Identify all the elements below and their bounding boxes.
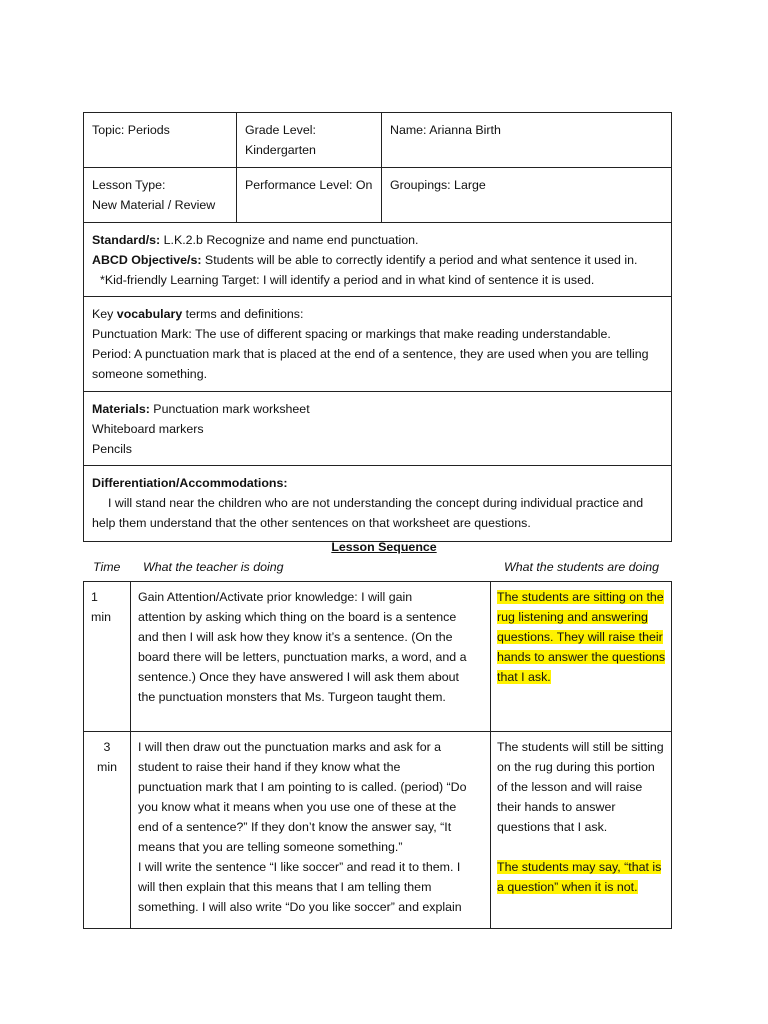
teacher-line: and then I will ask how they know it’s a sentence. (On the <box>138 630 453 644</box>
performance-text: Performance Level: On <box>245 178 373 192</box>
students-highlight-line: hands to answer the questions <box>497 650 666 664</box>
objective-label: ABCD Objective/s: <box>92 253 202 267</box>
differentiation-line: help them understand that the other sentences on that worksheet are questions. <box>92 516 531 530</box>
time-unit: min <box>91 610 111 624</box>
teacher-line: Gain Attention/Activate prior knowledge: I will gain <box>138 590 413 604</box>
groupings-cell <box>382 168 672 223</box>
teacher-line: board there will be letters, punctuation marks, a word, and a <box>138 650 467 664</box>
students-line: The students will still be sitting <box>497 740 664 754</box>
topic-text: Topic: Periods <box>92 123 170 137</box>
students-highlight-line: The students may say, “that is <box>497 860 662 874</box>
students-line: questions that I ask. <box>497 820 608 834</box>
students-highlight-line: a question” when it is not. <box>497 880 638 894</box>
grade-label: Grade Level: <box>245 123 316 137</box>
materials-label: Materials: <box>92 402 150 416</box>
vocab-heading-post: terms and definitions: <box>182 307 304 321</box>
lesson-info-table <box>83 112 672 542</box>
teacher-line: something. I will also write “Do you like soccer” and explain <box>138 900 462 914</box>
students-line: on the rug during this portion <box>497 760 655 774</box>
standard-line <box>92 230 663 250</box>
time-cell <box>84 732 131 929</box>
vocabulary-heading <box>92 304 663 324</box>
performance-cell <box>237 168 382 223</box>
materials-item: Whiteboard markers <box>92 422 204 436</box>
teacher-line: means that you are telling someone something.” <box>138 840 403 854</box>
teacher-line: attention by asking which thing on the board is a sentence <box>138 610 457 624</box>
teacher-line: the punctuation monsters that Ms. Turgeon taught them. <box>138 690 446 704</box>
spacer <box>497 837 666 857</box>
differentiation-heading <box>92 473 663 493</box>
vocabulary-cell <box>84 297 672 392</box>
standard-label: Standard/s: <box>92 233 161 247</box>
grade-value: Kindergarten <box>245 143 316 157</box>
materials-first: Punctuation mark worksheet <box>149 402 310 416</box>
name-text: Name: Arianna Birth <box>390 123 501 137</box>
standard-text: L.K.2.b Recognize and name end punctuation. <box>160 233 419 247</box>
column-header-teacher: What the teacher is doing <box>143 560 284 574</box>
sequence-row <box>84 732 672 929</box>
time-value: 3 <box>103 740 111 754</box>
time-unit: min <box>97 760 117 774</box>
teacher-line: student to raise their hand if they know what the <box>138 760 401 774</box>
teacher-cell <box>131 582 491 732</box>
teacher-line: end of a sentence?” If they don’t know the answer say, “It <box>138 820 452 834</box>
teacher-line: sentence.) Once they have answered I will ask them about <box>138 670 459 684</box>
teacher-cell <box>131 732 491 929</box>
students-line: their hands to answer <box>497 800 616 814</box>
differentiation-cell <box>84 466 672 542</box>
students-highlight-line: that I ask. <box>497 670 551 684</box>
materials-cell <box>84 392 672 466</box>
vocab-heading-pre: Key <box>92 307 117 321</box>
objective-line <box>92 250 663 270</box>
column-header-time: Time <box>93 560 121 574</box>
lesson-type-label: Lesson Type: <box>92 178 166 192</box>
students-line: of the lesson and will raise <box>497 780 643 794</box>
lesson-sequence-table <box>83 581 672 929</box>
teacher-line: you know what it means when you use one of these at the <box>138 800 457 814</box>
materials-line <box>92 399 663 419</box>
students-cell <box>491 732 672 929</box>
topic-cell <box>84 113 237 168</box>
students-highlight-line: questions. They will raise their <box>497 630 663 644</box>
students-highlight-line: rug listening and answering <box>497 610 648 624</box>
standards-cell <box>84 223 672 297</box>
lesson-sequence-title: Lesson Sequence <box>331 540 437 554</box>
materials-item: Pencils <box>92 442 132 456</box>
teacher-line: will then explain that this means that I am telling them <box>138 880 432 894</box>
column-header-students: What the students are doing <box>504 560 659 574</box>
groupings-text: Groupings: Large <box>390 178 486 192</box>
learning-target: *Kid-friendly Learning Target: I will identify a period and in what kind of sentence it is used. <box>100 273 595 287</box>
sequence-row <box>84 582 672 732</box>
lesson-type-value: New Material / Review <box>92 198 216 212</box>
students-highlight-line: The students are sitting on the <box>497 590 664 604</box>
teacher-line: I will write the sentence “I like soccer” and read it to them. I <box>138 860 461 874</box>
vocab-line: Punctuation Mark: The use of different spacing or markings that make reading understandable. <box>92 327 611 341</box>
objective-text: Students will be able to correctly identify a period and what sentence it used in. <box>201 253 638 267</box>
teacher-line: I will then draw out the punctuation marks and ask for a <box>138 740 442 754</box>
grade-cell <box>237 113 382 168</box>
name-cell <box>382 113 672 168</box>
students-cell <box>491 582 672 732</box>
vocab-line: someone something. <box>92 367 208 381</box>
time-value: 1 <box>91 590 98 604</box>
differentiation-heading-text: Differentiation/Accommodations: <box>92 476 288 490</box>
vocab-heading-bold: vocabulary <box>116 307 183 321</box>
teacher-line: punctuation mark that I am pointing to is called. (period) “Do <box>138 780 467 794</box>
lesson-type-cell <box>84 168 237 223</box>
vocab-line: Period: A punctuation mark that is placed at the end of a sentence, they are used when you are telling <box>92 347 649 361</box>
time-cell <box>84 582 131 732</box>
differentiation-line: I will stand near the children who are not understanding the concept during individual practice and <box>108 496 644 510</box>
